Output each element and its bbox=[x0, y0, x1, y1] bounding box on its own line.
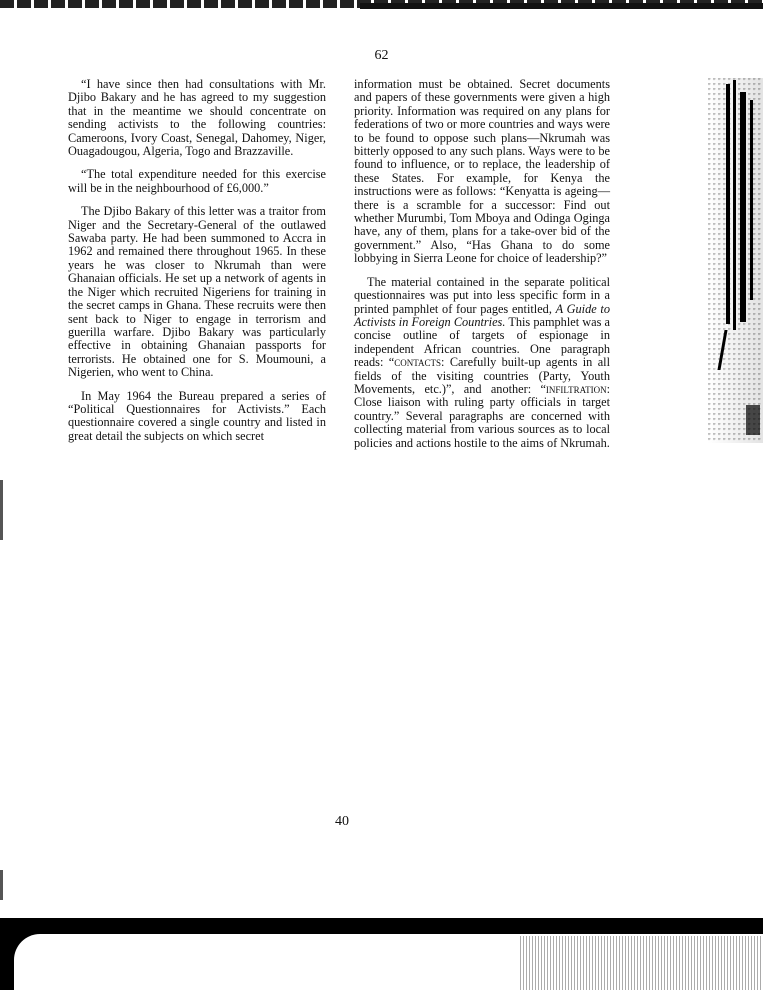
small-caps-term: infiltration bbox=[545, 381, 607, 396]
scan-vertical-bar bbox=[750, 100, 753, 300]
paragraph-text: : Carefully built-up agents in all fields of the visiting countries (Party, Youth Movements, etc.)”, and another: “ bbox=[354, 355, 610, 396]
right-column bbox=[354, 78, 610, 460]
small-caps-term: contacts bbox=[394, 355, 442, 370]
scan-left-speck bbox=[0, 870, 3, 900]
page-number-top: 62 bbox=[374, 48, 389, 63]
scan-bottom-noise bbox=[520, 936, 763, 990]
paragraph-text: The material contained in the separate political questionnaires was put into less specific form in a printed pamphlet of four pages entitled, bbox=[354, 274, 610, 316]
scan-top-border-solid bbox=[360, 3, 763, 9]
scan-vertical-bar bbox=[726, 84, 730, 324]
scan-blot bbox=[746, 405, 760, 435]
paragraph-text: This pamphlet was a concise outline of targets of espionage in independent African countries. One paragraph reads: “ bbox=[354, 314, 610, 370]
paragraph: “I have since then had consultations with Mr. Djibo Bakary and he has agreed to my suggestion that in the meantime we should concentrate on sending activists to the following countries: Cameroons, Ivory Coast, Senegal, Dahomey, Niger, Ouagadougou, Algeria, Togo and Brazzaville. bbox=[68, 77, 326, 159]
paragraph: In May 1964 the Bureau prepared a series of “Political Questionnaires for Activists.” Each questionnaire covered a single country and listed in great detail the subjects on which secret bbox=[68, 388, 326, 443]
paragraph-text: : Close liaison with ruling party officials in target country.” Several paragraphs are concerned with collecting material from various sources as to local policies and actions hostile to the aims of Nkrumah. bbox=[354, 381, 610, 450]
left-column bbox=[68, 78, 326, 453]
scan-left-speck bbox=[0, 480, 3, 540]
paragraph bbox=[354, 276, 610, 450]
paragraph: information must be obtained. Secret documents and papers of these governments were given a high priority. Information was required on any plans for federations of two or more countries and ways were to be found to oppose such plans—Nkrumah was bitterly opposed to any such plans. Ways were to be found to influence, or to replace, the leadership of these States. For example, for Kenya the instructions were as follows: “Kenyatta is ageing—there is a scramble for a successor: Find out whether Murumbi, Tom Mboya and Odinga Oginga have, any of them, plans for a take-over bid of the government.” Also, “Has Ghana to do some lobbying in Sierra Leone for choice of leadership?” bbox=[354, 77, 610, 266]
paragraph: The Djibo Bakary of this letter was a traitor from Niger and the Secretary-General of the outlawed Sawaba party. He had been summoned to Accra in 1962 and remained there throughout 1965. In these years he was closer to Nkrumah than were Ghanaian officials. He set up a network of agents in the Niger which recruited Nigeriens for training in the secret camps in Ghana. These recruits were then sent back to Niger to engage in terrorism and guerilla warfare. Djibo Bakary was particularly effective in obtaining Ghanaian passports for terrorists. He obtained one for S. Moumouni, a Nigerien, who went to China. bbox=[68, 204, 326, 380]
paragraph: “The total expenditure needed for this exercise will be in the neighbourhood of £6,000.” bbox=[68, 167, 326, 195]
page-number-bottom: 40 bbox=[335, 814, 349, 829]
scan-vertical-bar bbox=[733, 80, 736, 330]
pamphlet-title: A Guide to Activists in Foreign Countries. bbox=[354, 301, 610, 329]
scan-vertical-bar bbox=[740, 92, 746, 322]
